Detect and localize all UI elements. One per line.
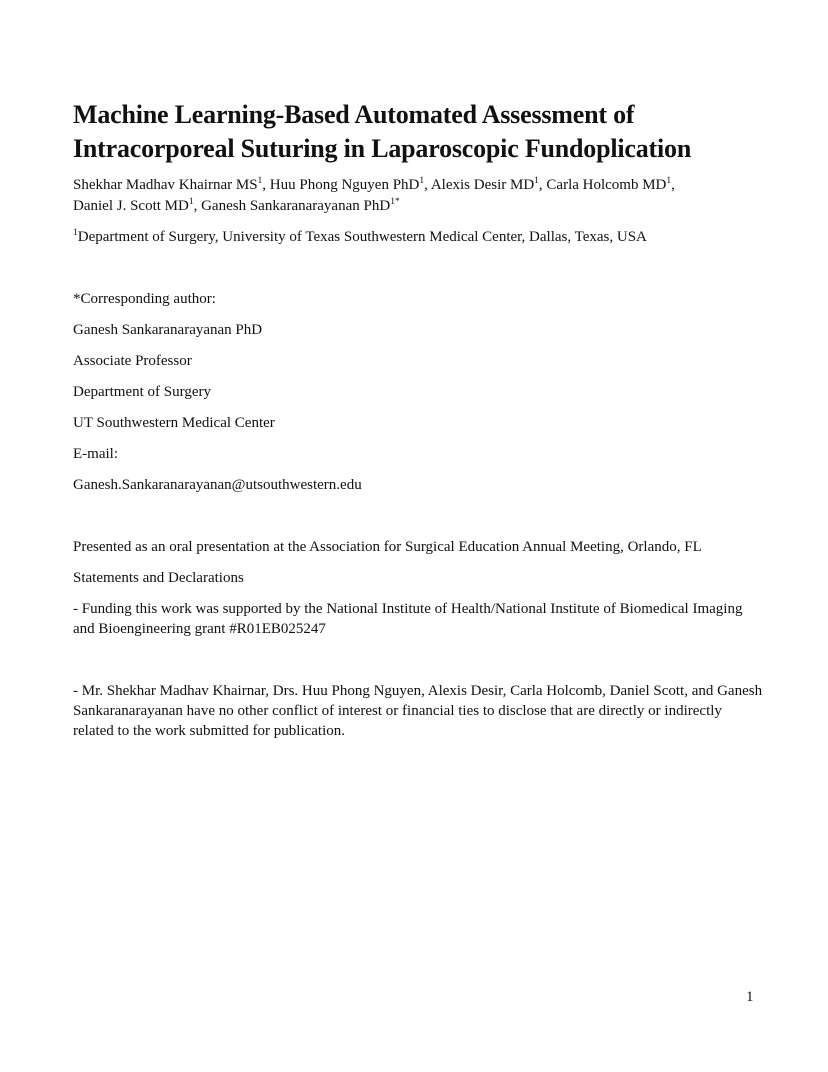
author-affiliation-mark: 1 <box>419 176 425 186</box>
title-line-2: Intracorporeal Suturing in Laparoscopic Fundoplication <box>73 134 692 163</box>
author-list <box>73 175 773 217</box>
funding-statement: - Funding this work was supported by the National Institute of Health/National Institute of Biomedical Imaging and Bioengineering grant #R01EB025247 <box>73 601 743 637</box>
author-separator: , <box>538 177 547 193</box>
author-separator: , <box>193 198 202 214</box>
author-name: Huu Phong Nguyen PhD <box>269 177 420 193</box>
corresponding-name: Ganesh Sankaranarayanan PhD <box>73 322 263 338</box>
title-line-1: Machine Learning-Based Automated Assessment of <box>73 100 635 129</box>
statements-heading: Statements and Declarations <box>73 570 244 586</box>
affiliation-text: Department of Surgery, University of Texas Southwestern Medical Center, Dallas, Texas, USA <box>77 229 647 245</box>
corresponding-department: Department of Surgery <box>73 384 212 400</box>
conflict-statement: - Mr. Shekhar Madhav Khairnar, Drs. Huu Phong Nguyen, Alexis Desir, Carla Holcomb, Daniel Scott, and Ganesh Sankaranarayanan have no other conflict of interest or financial ties to disclose that are directly or indirectly related to the work submitted for publication. <box>73 683 763 739</box>
author-name: Carla Holcomb MD <box>546 177 667 193</box>
author-name: Daniel J. Scott MD <box>73 198 189 214</box>
author-name: Ganesh Sankaranarayanan PhD <box>201 198 391 214</box>
page-number: 1 <box>746 989 754 1005</box>
paper-title <box>73 98 773 166</box>
author-name: Shekhar Madhav Khairnar MS <box>73 177 258 193</box>
author-line-1 <box>73 175 773 196</box>
corresponding-author-block <box>73 289 773 506</box>
author-separator: , <box>262 177 270 193</box>
corresponding-position: Associate Professor <box>73 353 192 369</box>
author-separator: , <box>671 177 675 193</box>
author-affiliation-mark: 1* <box>390 197 400 207</box>
author-affiliation-mark: 1 <box>257 176 263 186</box>
affiliation <box>73 227 773 247</box>
corresponding-institution: UT Southwestern Medical Center <box>73 415 275 431</box>
email-label: E-mail: <box>73 446 118 462</box>
corresponding-heading: *Corresponding author: <box>73 291 216 307</box>
author-affiliation-mark: 1 <box>534 176 539 186</box>
author-line-2 <box>73 196 773 217</box>
email-address: Ganesh.Sankaranarayanan@utsouthwestern.edu <box>73 477 362 493</box>
presentation-note: Presented as an oral presentation at the Association for Surgical Education Annual Meeting, Orlando, FL <box>73 539 702 555</box>
author-name: Alexis Desir MD <box>430 177 535 193</box>
author-affiliation-mark: 1 <box>666 176 672 186</box>
author-affiliation-mark: 1 <box>188 197 194 207</box>
author-separator: , <box>424 177 431 193</box>
affiliation-mark: 1 <box>73 228 78 238</box>
